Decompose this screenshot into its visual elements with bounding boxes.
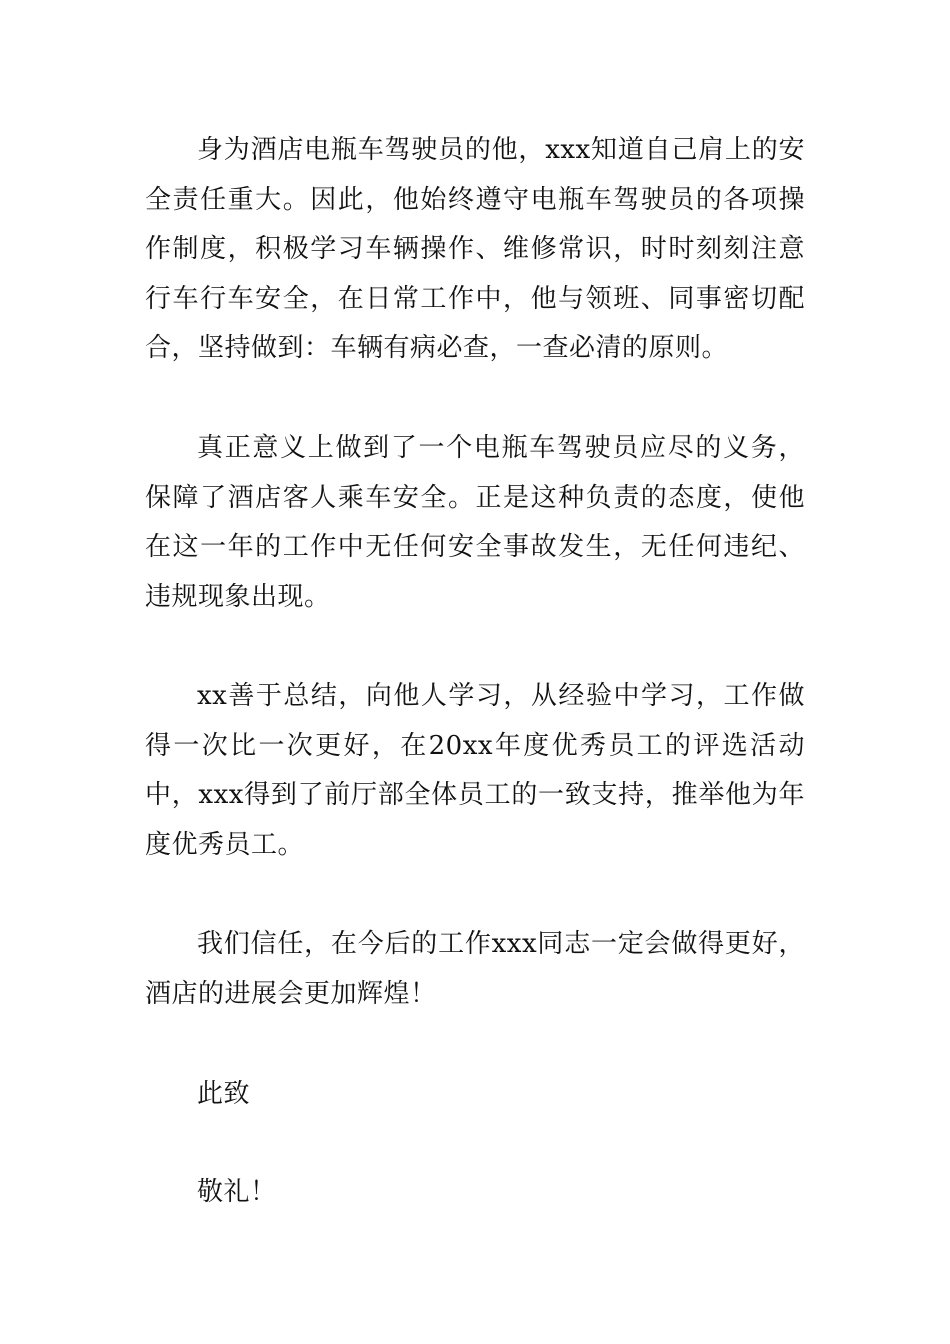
body-paragraph-1: 身为酒店电瓶车驾驶员的他，xxx知道自己肩上的安全责任重大。因此，他始终遵守电瓶车驾驶员的各项操作制度，积极学习车辆操作、维修常识，时时刻刻注意行车行车安全，在日常工作中，他与领班、同事密切配合，坚持做到：车辆有病必查，一查必清的原则。 <box>145 135 805 363</box>
body-paragraph-2: 真正意义上做到了一个电瓶车驾驶员应尽的义务，保障了酒店客人乘车安全。正是这种负责的态度，使他在这一年的工作中无任何安全事故发生，无任何违纪、违规现象出现。 <box>145 433 805 612</box>
closing-regards: 敬礼！ <box>197 1177 277 1207</box>
body-paragraph-3: xx善于总结，向他人学习，从经验中学习，工作做得一次比一次更好，在20xx年度优秀员工的评选活动中，xxx得到了前厅部全体员工的一致支持，推举他为年度优秀员工。 <box>145 681 805 860</box>
body-paragraph-4: 我们信任，在今后的工作xxx同志一定会做得更好，酒店的进展会更加辉煌！ <box>145 929 805 1009</box>
closing-salutation: 此致 <box>197 1079 251 1109</box>
